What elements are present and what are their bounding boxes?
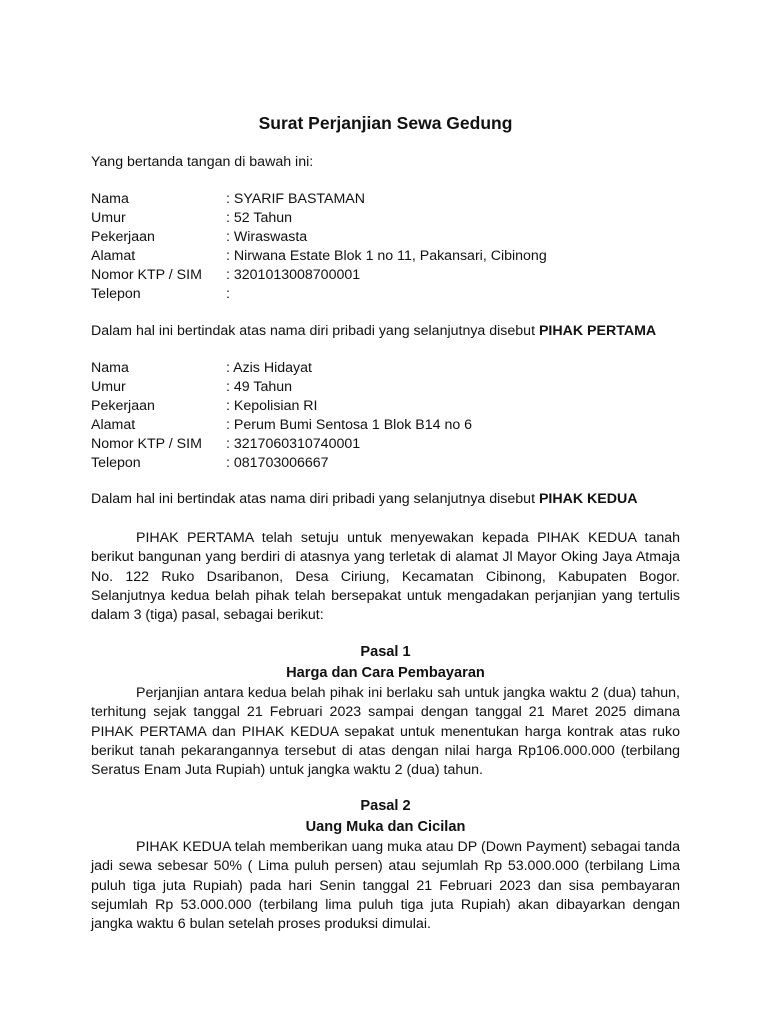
party1-age-value: : 52 Tahun bbox=[226, 210, 293, 226]
party2-age-row bbox=[91, 378, 680, 397]
party2-job-value: : Kepolisian RI bbox=[226, 398, 318, 414]
party2-address-row bbox=[91, 416, 680, 435]
party1-id-row bbox=[91, 266, 680, 285]
pasal1-paragraph: Perjanjian antara kedua belah pihak ini berlaku sah untuk jangka waktu 2 (dua) tahun, terhitung sejak tanggal 21 Februari 2023 sampai dengan tanggal 21 Maret 2025 dimana PIHAK PERTAMA dan PIHAK KEDUA sepakat untuk menentukan harga kontrak atas ruko berikut tanah pekarangannya tersebut di atas dengan nilai harga Rp106.000.000 (terbilang Seratus Enam Juta Rupiah) untuk jangka waktu 2 (dua) tahun. bbox=[91, 685, 680, 779]
party1-id-value: : 3201013008700001 bbox=[226, 267, 361, 283]
label-id: Nomor KTP / SIM bbox=[91, 436, 202, 452]
party2-phone-row bbox=[91, 454, 680, 473]
label-phone: Telepon bbox=[91, 286, 141, 302]
acting-text: Dalam hal ini bertindak atas nama diri pribadi yang selanjutnya disebut bbox=[91, 323, 539, 339]
party1-age-row bbox=[91, 209, 680, 228]
pasal2-subheading: Uang Muka dan Cicilan bbox=[305, 819, 466, 835]
party1-name-row bbox=[91, 190, 680, 209]
party1-phone-row bbox=[91, 285, 680, 304]
label-name: Nama bbox=[91, 360, 129, 376]
party2-name-row bbox=[91, 359, 680, 378]
party-role-first: PIHAK PERTAMA bbox=[538, 323, 657, 339]
party2-job-row bbox=[91, 397, 680, 416]
label-id: Nomor KTP / SIM bbox=[91, 267, 202, 283]
acting-text: Dalam hal ini bertindak atas nama diri pribadi yang selanjutnya disebut bbox=[91, 491, 539, 507]
party2-address-value: : Perum Bumi Sentosa 1 Blok B14 no 6 bbox=[226, 417, 473, 433]
label-phone: Telepon bbox=[91, 455, 141, 471]
party2-id-row bbox=[91, 435, 680, 454]
pasal2-heading: Pasal 2 bbox=[360, 798, 411, 814]
label-age: Umur bbox=[91, 379, 126, 395]
party-second-details bbox=[91, 359, 680, 473]
label-age: Umur bbox=[91, 210, 126, 226]
party2-name-value: : Azis Hidayat bbox=[226, 360, 312, 376]
party-role-second: PIHAK KEDUA bbox=[538, 491, 638, 507]
party1-job-row bbox=[91, 228, 680, 247]
party1-name-value: : SYARIF BASTAMAN bbox=[226, 191, 366, 207]
label-address: Alamat bbox=[91, 248, 136, 264]
acting-statement-second bbox=[91, 490, 637, 509]
label-address: Alamat bbox=[91, 417, 136, 433]
party2-phone-value: : 081703006667 bbox=[226, 455, 329, 471]
pasal1-heading: Pasal 1 bbox=[360, 644, 411, 660]
party2-age-value: : 49 Tahun bbox=[226, 379, 293, 395]
agreement-lead-paragraph: PIHAK PERTAMA telah setuju untuk menyewakan kepada PIHAK KEDUA tanah berikut bangunan yang berdiri di atasnya yang terletak di alamat Jl Mayor Oking Jaya Atmaja No. 122 Ruko Dsaribanon, Desa Ciriung, Kecamatan Cibinong, Kabupaten Bogor. Selanjutnya kedua belah pihak telah bersepakat untuk mengadakan perjanjian yang tertulis dalam 3 (tiga) pasal, sebagai berikut: bbox=[91, 530, 680, 624]
party-first-details bbox=[91, 190, 680, 304]
acting-statement-first bbox=[91, 322, 656, 341]
party1-phone-value: : bbox=[226, 286, 230, 302]
pasal1-subheading: Harga dan Cara Pembayaran bbox=[286, 665, 485, 681]
intro-line: Yang bertanda tangan di bawah ini: bbox=[91, 154, 314, 170]
party2-id-value: : 3217060310740001 bbox=[226, 436, 361, 452]
party1-job-value: : Wiraswasta bbox=[226, 229, 308, 245]
document-page bbox=[91, 0, 680, 1024]
label-job: Pekerjaan bbox=[91, 229, 155, 245]
document-title: Surat Perjanjian Sewa Gedung bbox=[258, 113, 513, 133]
pasal2-paragraph: PIHAK KEDUA telah memberikan uang muka atau DP (Down Payment) sebagai tanda jadi sewa sebesar 50% ( Lima puluh persen) atau sejumlah Rp 53.000.000 (terbilang Lima puluh tiga juta Rupiah) pada hari Senin tanggal 21 Februari 2023 dan sisa pembayaran sejumlah Rp 53.000.000 (terbilang lima puluh tiga juta Rupiah) akan dibayarkan dengan jangka waktu 6 bulan setelah proses produksi dimulai. bbox=[91, 839, 680, 933]
party1-address-value: : Nirwana Estate Blok 1 no 11, Pakansari, Cibinong bbox=[226, 248, 547, 264]
label-job: Pekerjaan bbox=[91, 398, 155, 414]
party1-address-row bbox=[91, 247, 680, 266]
label-name: Nama bbox=[91, 191, 129, 207]
